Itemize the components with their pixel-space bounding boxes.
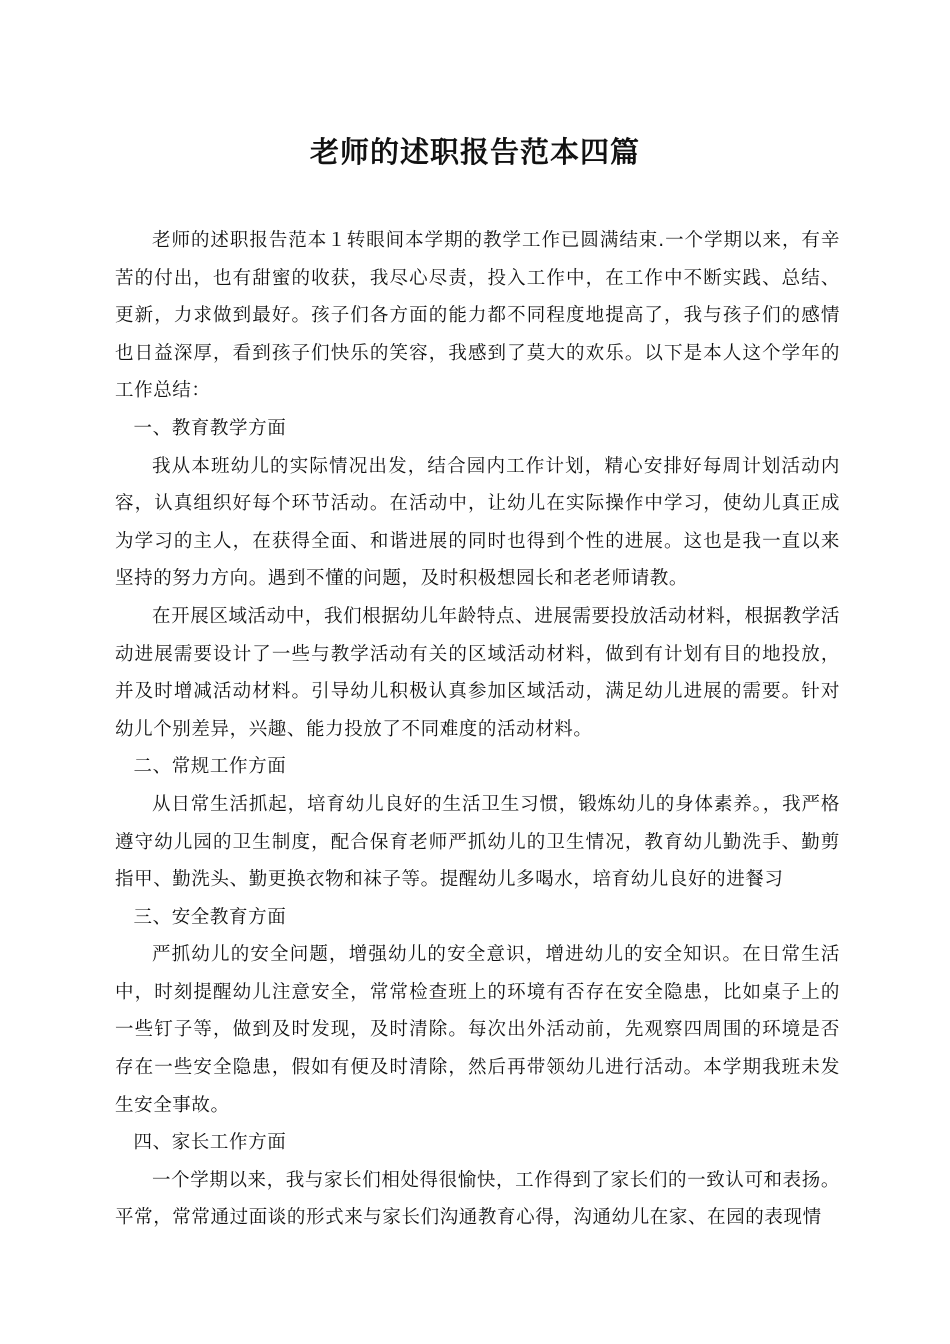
section-heading-teaching: 一、教育教学方面 (133, 417, 287, 439)
intro-paragraph: 老师的述职报告范本１转眼间本学期的教学工作已圆满结束.一个学期以来，有辛苦的付出，也有甜蜜的收获，我尽心尽责，投入工作中，在工作中不断实践、总结、更新，力求做到最好。孩子们各方面的能力都不同程度地提高了，我与孩子们的感情也日益深厚，看到孩子们快乐的笑容，我感到了莫大的欢乐。以下是本人这个学年的工作总结： (115, 230, 840, 402)
document-title: 老师的述职报告范本四篇 (309, 135, 640, 169)
teaching-paragraph-1: 我从本班幼儿的实际情况出发，结合园内工作计划，精心安排好每周计划活动内容，认真组织好每个环节活动。在活动中，让幼儿在实际操作中学习，使幼儿真正成为学习的主人，在获得全面、和谐进展的同时也得到个性的进展。这也是我一直以来坚持的努力方向。遇到不懂的问题，及时积极想园长和老老师请教。 (115, 455, 840, 590)
section-heading-routine: 二、常规工作方面 (133, 756, 287, 778)
routine-paragraph: 从日常生活抓起，培育幼儿良好的生活卫生习惯，锻炼幼儿的身体素养。，我严格遵守幼儿园的卫生制度，配合保育老师严抓幼儿的卫生情况，教育幼儿勤洗手、勤剪指甲、勤洗头、勤更换衣物和袜子等。提醒幼儿多喝水，培育幼儿良好的进餐习 (115, 793, 840, 891)
document-body (115, 222, 840, 1237)
parents-paragraph: 一个学期以来，我与家长们相处得很愉快，工作得到了家长们的一致认可和表扬。平常，常常通过面谈的形式来与家长们沟通教育心得，沟通幼儿在家、在园的表现情 (115, 1169, 840, 1229)
section-heading-parents: 四、家长工作方面 (133, 1132, 287, 1154)
safety-paragraph: 严抓幼儿的安全问题，增强幼儿的安全意识，增进幼儿的安全知识。在日常生活中，时刻提醒幼儿注意安全，常常检查班上的环境有否存在安全隐患，比如桌子上的一些钉子等，做到及时发现，及时清除。每次出外活动前，先观察四周围的环境是否存在一些安全隐患，假如有便及时清除，然后再带领幼儿进行活动。本学期我班未发生安全事故。 (115, 944, 840, 1116)
teaching-paragraph-2: 在开展区域活动中，我们根据幼儿年龄特点、进展需要投放活动材料，根据教学活动进展需要设计了一些与教学活动有关的区域活动材料，做到有计划有目的地投放，并及时增减活动材料。引导幼儿积极认真参加区域活动，满足幼儿进展的需要。针对幼儿个别差异，兴趣、能力投放了不同难度的活动材料。 (115, 605, 840, 740)
section-heading-safety: 三、安全教育方面 (133, 906, 287, 928)
